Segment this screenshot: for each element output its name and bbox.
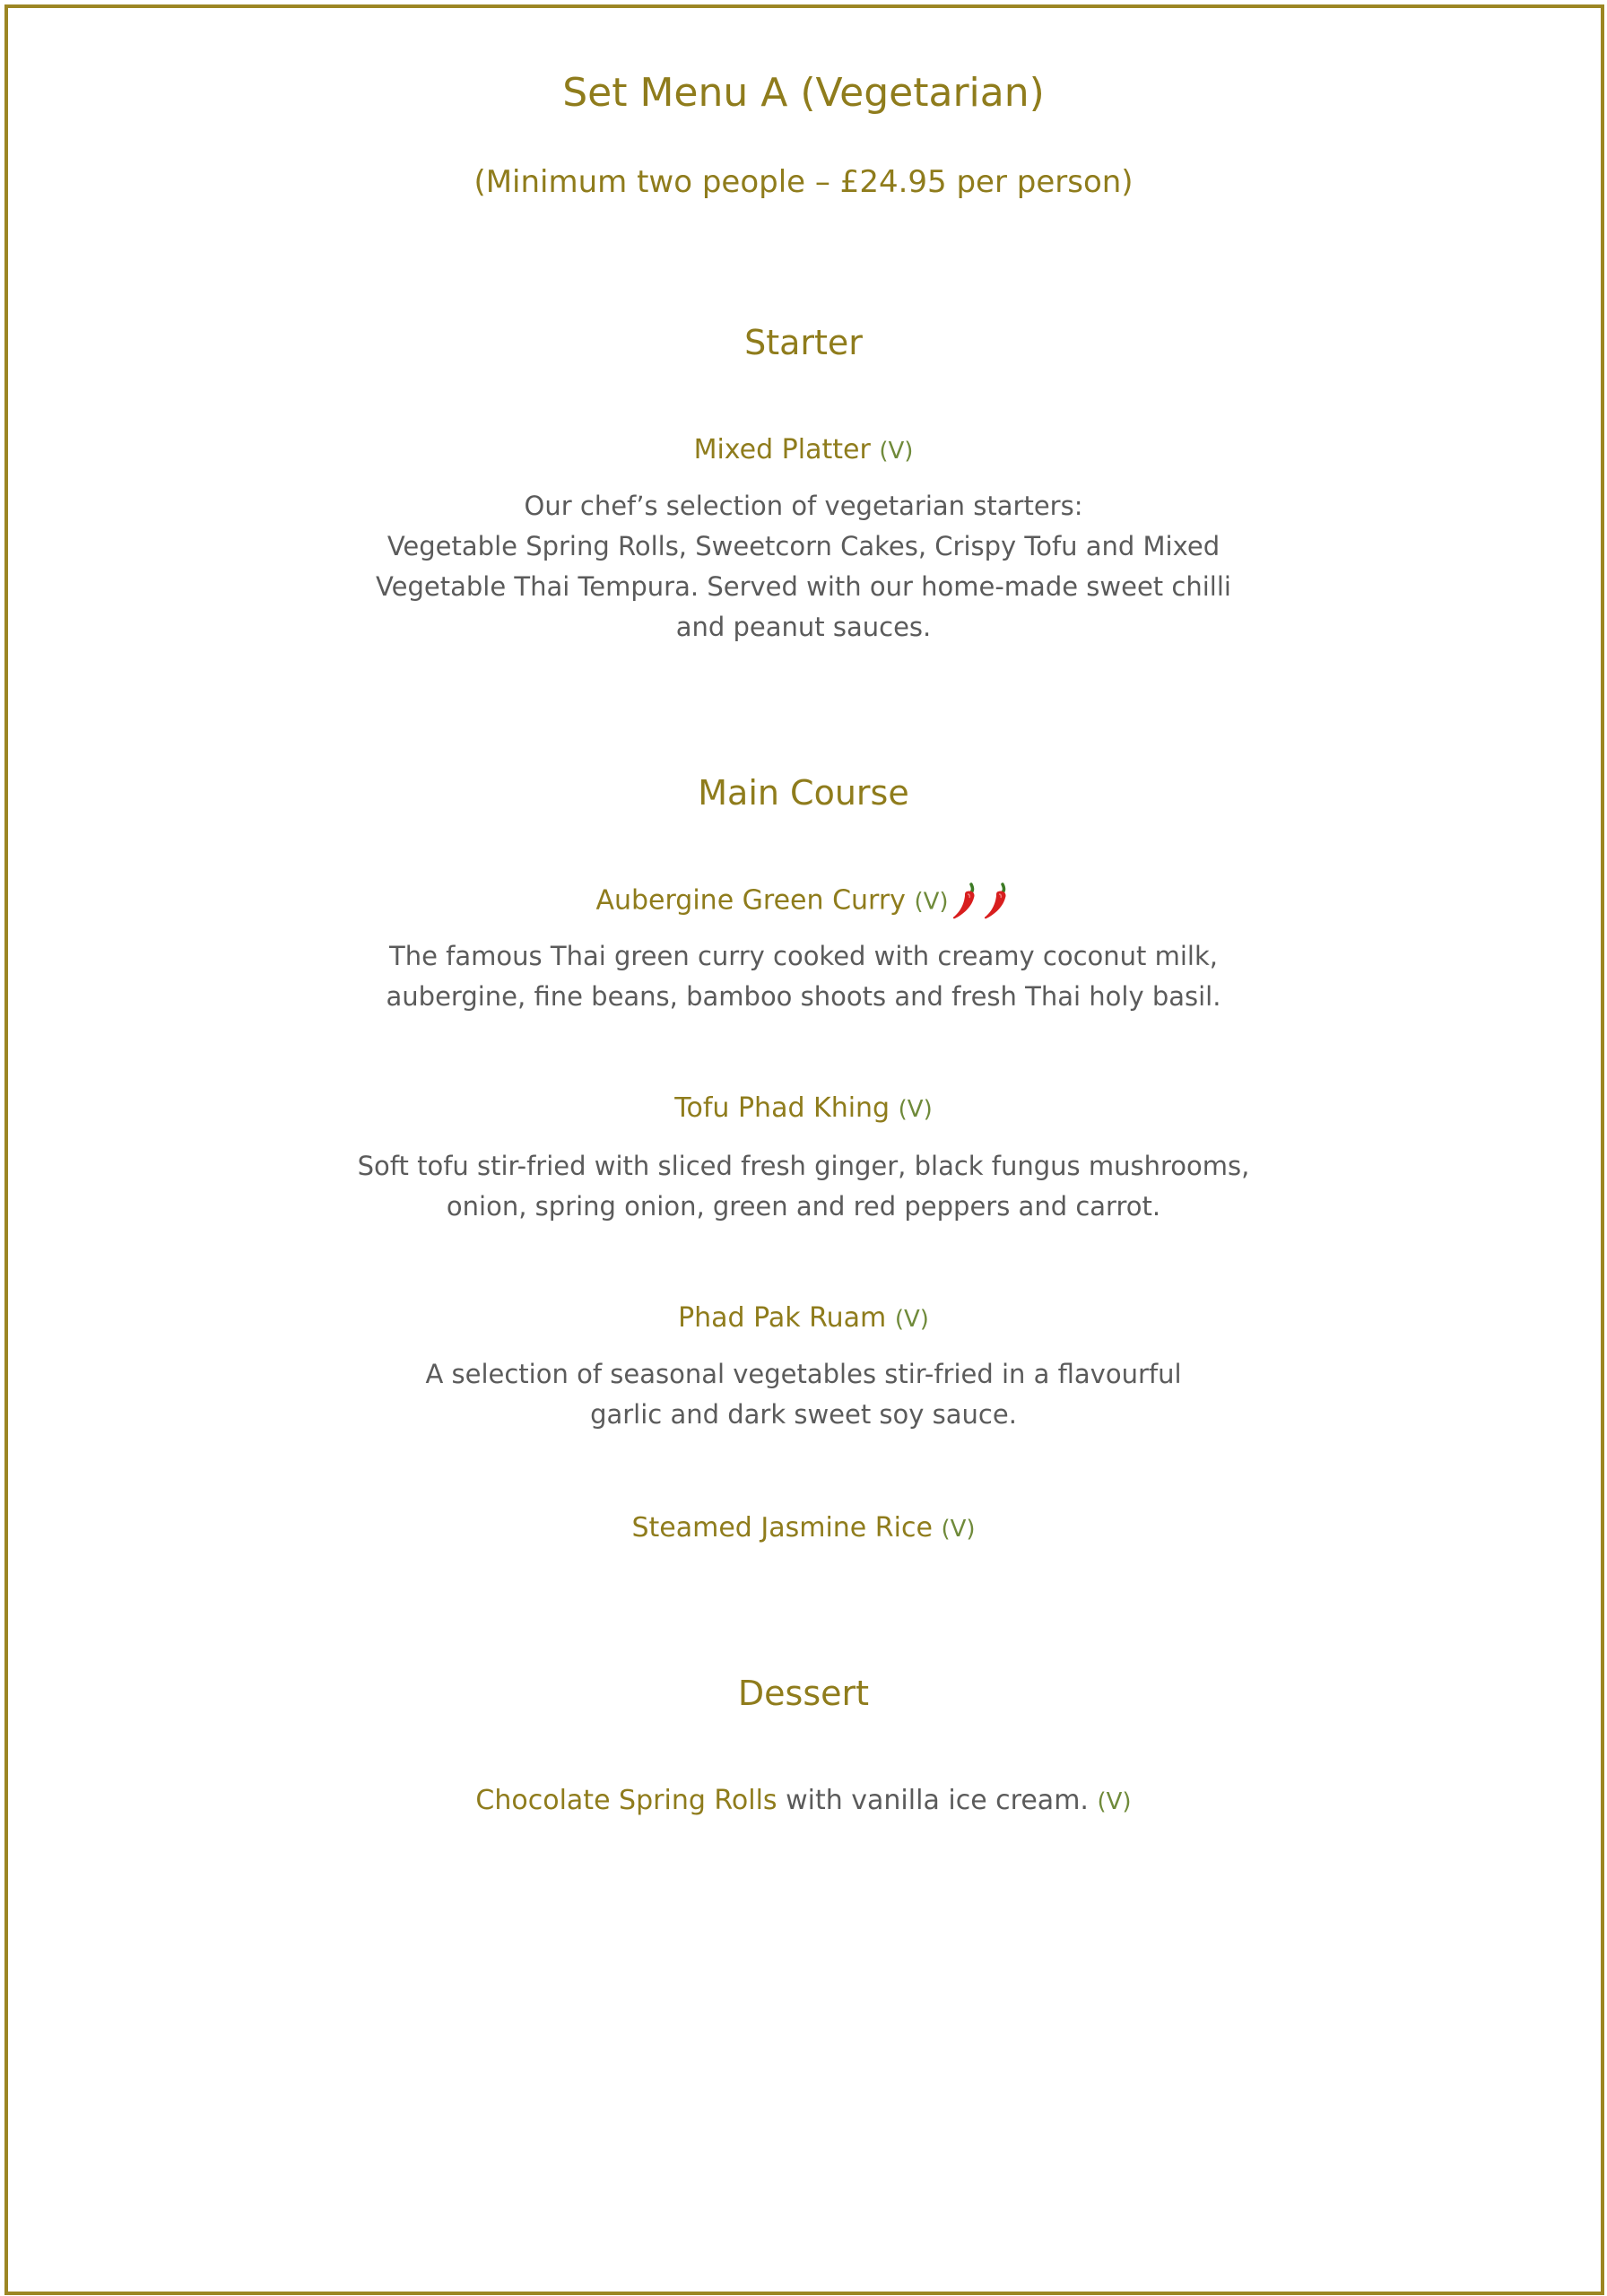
description-line: Soft tofu stir-fried with sliced fresh ginger, black fungus mushrooms, [357,1151,1250,1181]
description-line: aubergine, fine beans, bamboo shoots and fresh Thai holy basil. [386,981,1221,1012]
vegetarian-tag: (V) [914,888,949,916]
dish-title-chocolate-spring-rolls [0,1781,1607,1822]
vegetarian-tag: (V) [898,1096,933,1123]
dish-name: Tofu Phad Khing [674,1092,890,1124]
section-heading-dessert: Dessert [737,1674,870,1713]
description-line: The famous Thai green curry cooked with creamy coconut milk, [389,941,1218,971]
vegetarian-tag: (V) [894,1306,929,1333]
vegetarian-tag: (V) [941,1516,976,1543]
dish-title-phad-pak-ruam [0,1299,1607,1339]
section-heading-main-course: Main Course [698,773,909,813]
description-line: Vegetable Spring Rolls, Sweetcorn Cakes, Crispy Tofu and Mixed [387,531,1220,561]
dish-name: Steamed Jasmine Rice [631,1512,933,1544]
dish-description-phad-pak-ruam [0,1354,1607,1435]
dish-name: Mixed Platter [693,434,871,465]
description-line: Vegetable Thai Tempura. Served with our home-made sweet chilli [376,571,1231,602]
dish-description-mixed-platter [0,486,1607,648]
dish-name: Phad Pak Ruam [678,1302,887,1334]
description-line: A selection of seasonal vegetables stir-fried in a flavourful [425,1359,1182,1389]
dish-name: Chocolate Spring Rolls [475,1785,777,1816]
vegetarian-tag: (V) [879,438,914,465]
dish-title-tofu-phad-khing [0,1089,1607,1129]
description-line: and peanut sauces. [675,612,932,642]
description-line: Our chef’s selection of vegetarian starters: [524,491,1083,521]
dish-title-steamed-jasmine-rice [0,1509,1607,1549]
chilli-icon [950,881,980,922]
page-title: Set Menu A (Vegetarian) [562,70,1045,116]
vegetarian-tag: (V) [1097,1788,1132,1815]
chilli-icon [981,881,1012,922]
dish-title-aubergine-green-curry [0,881,1607,922]
section-heading-starter: Starter [744,323,863,362]
dish-name: Aubergine Green Curry [595,884,906,917]
dish-accompaniment: with vanilla ice cream. [777,1785,1098,1816]
dish-title-mixed-platter [0,430,1607,471]
dish-description-aubergine-green-curry [0,936,1607,1017]
description-line: onion, spring onion, green and red peppers and carrot. [446,1191,1161,1222]
page-subtitle: (Minimum two people – £24.95 per person) [473,164,1134,200]
dish-description-tofu-phad-khing [0,1146,1607,1227]
description-line: garlic and dark sweet soy sauce. [590,1399,1017,1430]
